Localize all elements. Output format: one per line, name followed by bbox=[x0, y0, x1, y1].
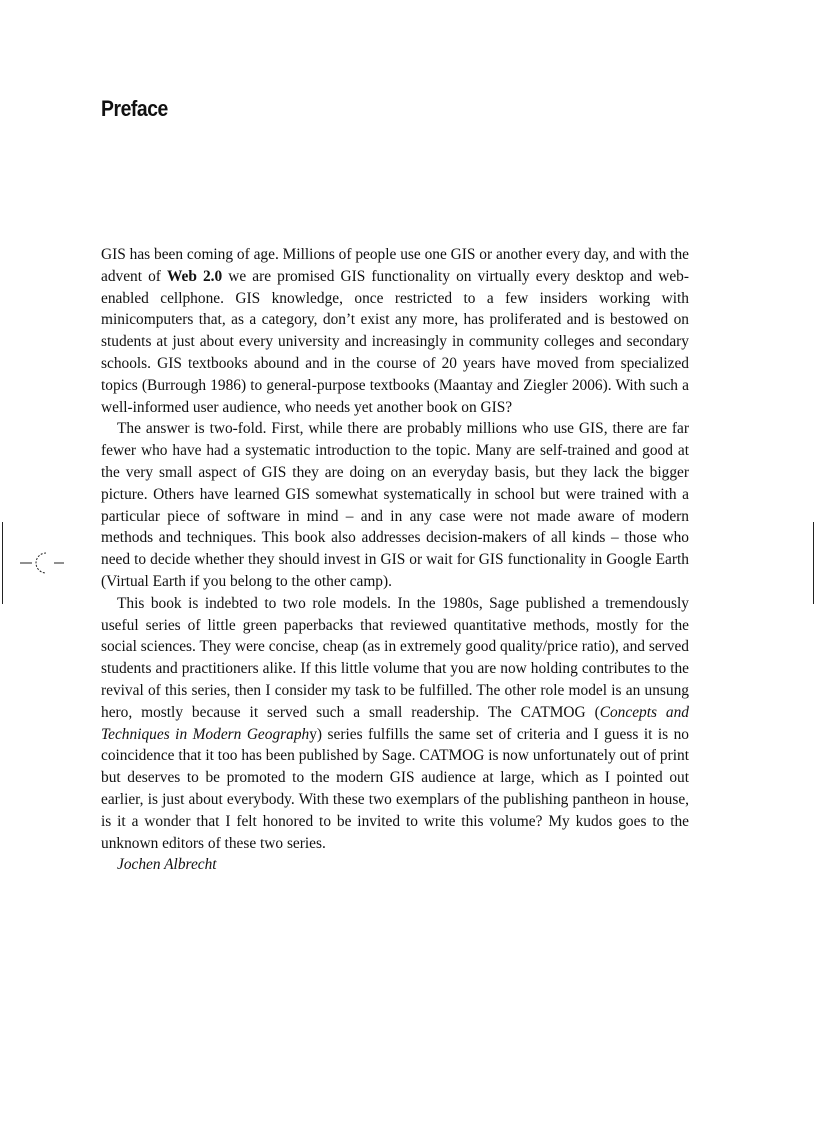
author-signature: Jochen Albrecht bbox=[117, 856, 217, 874]
crop-mark-left bbox=[2, 522, 3, 604]
text-run: y) series fulfills the same set of criteria and I guess it is no coincidence that it too has been published by Sage. CATMOG is now unfortunately out of print but deserves to be promoted to the modern GIS audience at large, which as I pointed out earlier, is just about everybody. With these two exemplars of the publishing pantheon in house, is it a wonder that I felt honored to be invited to write this volume? My kudos goes to the unknown editors of these two series. bbox=[101, 725, 690, 852]
paragraph-1 bbox=[101, 244, 689, 418]
registration-mark-icon bbox=[20, 550, 66, 576]
crop-mark-right bbox=[813, 522, 814, 604]
text-run: The answer is two-fold. First, while there are probably millions who use GIS, there are far fewer who have had a systematic introduction to the topic. Many are self-trained and good at the very small aspect of GIS they are doing on an everyday basis, but they lack the bigger picture. Others have learned GIS somewhat systematically in school but were trained with a particular piece of software in mind – and in any case were not made aware of modern methods and techniques. This book also addresses decision-makers of all kinds – those who need to decide whether they should invest in GIS or wait for GIS functionality in Google Earth (Virtual Earth if you belong to the other camp). bbox=[101, 420, 689, 590]
text-run: we are promised GIS functionality on virtually every desktop and web-enabled cellphone. GIS knowledge, once restricted to a few insiders working with minicomputers that, as a category, don’t exist any more, has proliferated and is bestowed on students at just about every university and increasingly in community colleges and secondary schools. GIS textbooks abound and in the course of 20 years have moved from specialized topics (Burrough 1986) to general-purpose textbooks (Maantay and Ziegler 2006). With such a well-informed user audience, who needs yet another book on GIS? bbox=[101, 267, 689, 416]
page-title: Preface bbox=[101, 96, 168, 121]
paragraph-3 bbox=[101, 593, 689, 855]
text-run: GIS has been coming of age. Millions of people use one GIS or another every day, and with the advent of bbox=[101, 246, 689, 285]
paragraph-2 bbox=[101, 418, 689, 592]
preface-body bbox=[101, 244, 689, 876]
text-run-bold: Web 2.0 bbox=[166, 267, 223, 285]
text-run: This book is indebted to two role models. In the 1980s, Sage published a tremendously useful series of little green paperbacks that reviewed quantitative methods, mostly for the social sciences. They were concise, cheap (as in extremely good quality/price ratio), and served students and practitioners alike. If this little volume that you are now holding contributes to the revival of this series, then I consider my task to be fulfilled. The other role model is an unsung hero, mostly because it served such a small readership. The CATMOG ( bbox=[101, 594, 689, 721]
text-run-italic: Concepts and Techniques in Modern Geograph bbox=[101, 703, 689, 743]
